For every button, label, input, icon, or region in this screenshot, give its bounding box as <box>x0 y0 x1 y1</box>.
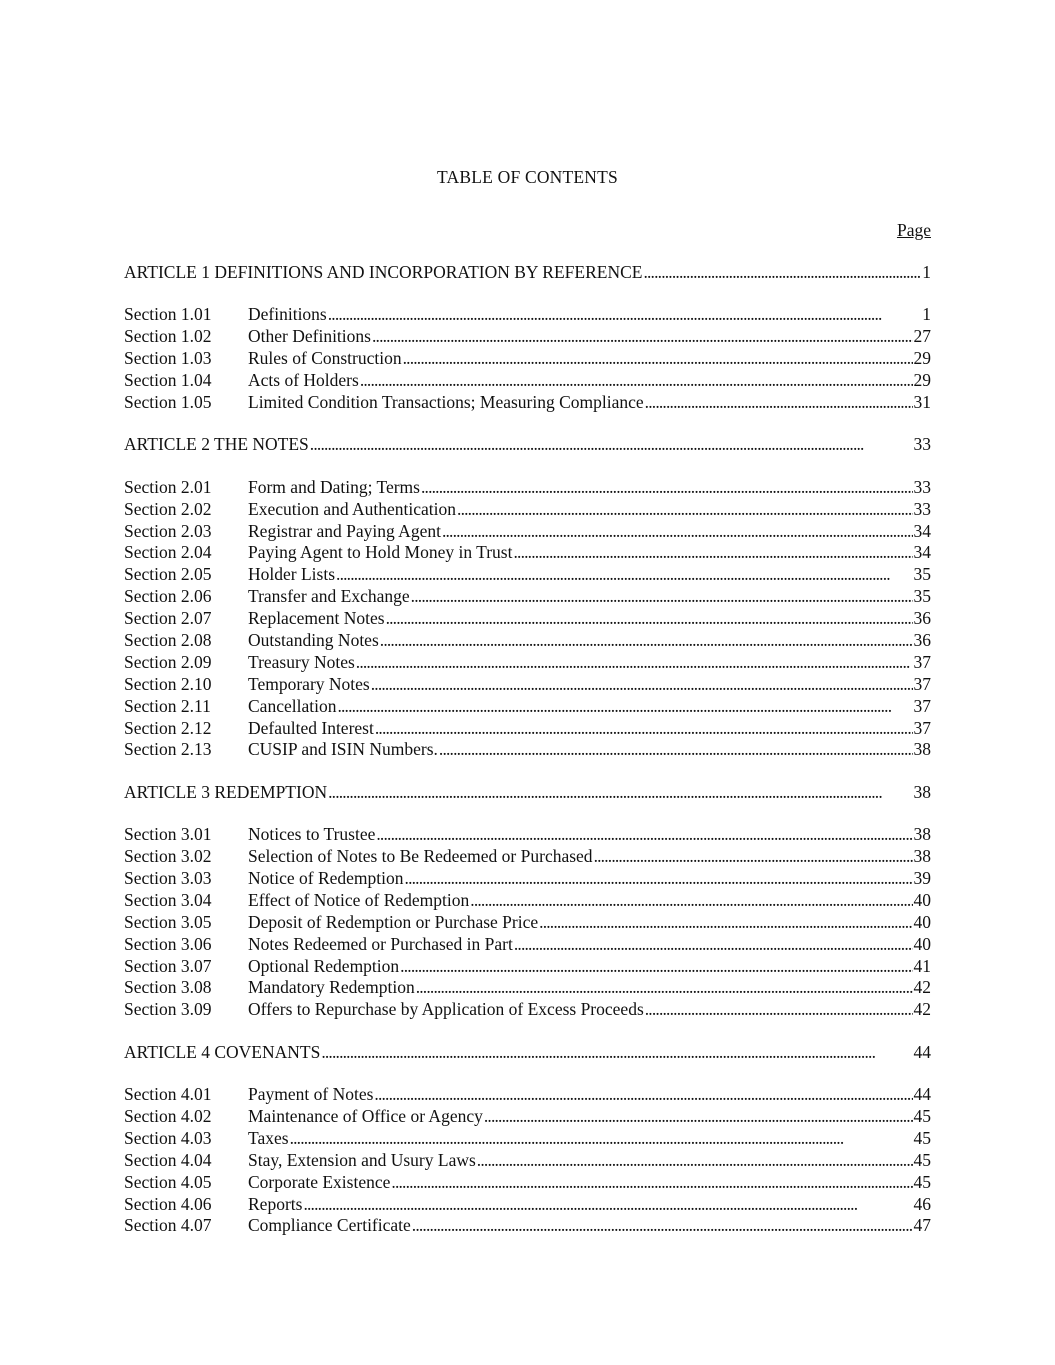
dot-leader <box>328 782 912 804</box>
toc-section-entry[interactable] <box>124 739 931 761</box>
page-number: 44 <box>913 1041 931 1062</box>
toc-section-entry[interactable] <box>124 999 931 1021</box>
page-number: 35 <box>913 564 931 585</box>
section-number: Section 1.04 <box>124 370 212 391</box>
dot-leader <box>328 304 922 326</box>
page-number: 34 <box>913 542 931 563</box>
dot-leader <box>356 652 913 674</box>
dot-leader <box>303 1194 912 1216</box>
dot-leader <box>375 718 913 740</box>
section-number: Section 2.06 <box>124 586 212 607</box>
page-number: 44 <box>913 1084 931 1105</box>
page-number: 45 <box>913 1127 931 1148</box>
dot-leader <box>645 392 913 414</box>
section-title: Payment of Notes <box>248 1084 374 1105</box>
section-number: Section 4.01 <box>124 1084 212 1105</box>
toc-section-entry[interactable] <box>124 370 931 392</box>
page-number: 46 <box>913 1193 931 1214</box>
section-title: Notes Redeemed or Purchased in Part <box>248 933 513 954</box>
toc-section-entry[interactable] <box>124 348 931 370</box>
toc-section-entry[interactable] <box>124 521 931 543</box>
dot-leader <box>442 521 913 543</box>
toc-section-entry[interactable] <box>124 824 931 846</box>
dot-leader <box>400 956 912 978</box>
dot-leader <box>539 912 912 934</box>
toc-section-entry[interactable] <box>124 1194 931 1216</box>
page-number: 42 <box>913 999 931 1020</box>
page-number: 38 <box>913 739 931 760</box>
section-number: Section 4.04 <box>124 1149 212 1170</box>
section-title: Reports <box>248 1193 303 1214</box>
toc-title: TABLE OF CONTENTS <box>437 167 618 187</box>
article-title: ARTICLE 1 DEFINITIONS AND INCORPORATION BY REFERENCE <box>124 262 643 282</box>
toc-section-entry[interactable] <box>124 1215 931 1237</box>
page-number: 33 <box>913 476 931 497</box>
dot-leader <box>371 674 913 696</box>
toc-section-entry[interactable] <box>124 977 931 999</box>
toc-list <box>124 262 931 1237</box>
page-number: 37 <box>913 673 931 694</box>
toc-section-entry[interactable] <box>124 304 931 326</box>
section-title: Other Definitions <box>248 326 371 347</box>
section-title: Corporate Existence <box>248 1171 391 1192</box>
section-title: Compliance Certificate <box>248 1215 411 1236</box>
section-number: Section 4.03 <box>124 1127 212 1148</box>
section-title: Cancellation <box>248 695 337 716</box>
dot-leader <box>386 608 913 630</box>
section-number: Section 2.02 <box>124 498 212 519</box>
toc-section-entry[interactable] <box>124 1128 931 1150</box>
dot-leader <box>337 696 912 718</box>
page-number: 31 <box>913 391 931 412</box>
dot-leader <box>643 262 921 284</box>
section-title: Offers to Repurchase by Application of Excess Proceeds <box>248 999 644 1020</box>
dot-leader <box>514 934 913 956</box>
section-title: Taxes <box>248 1127 289 1148</box>
article-title: ARTICLE 4 COVENANTS <box>124 1041 321 1062</box>
toc-article-entry[interactable] <box>124 782 931 804</box>
section-number: Section 1.05 <box>124 391 212 412</box>
dot-leader <box>411 586 913 608</box>
dot-leader <box>290 1128 913 1150</box>
dot-leader <box>372 326 913 348</box>
article-title: ARTICLE 2 THE NOTES <box>124 434 309 455</box>
toc-section-entry[interactable] <box>124 1150 931 1172</box>
section-title: Acts of Holders <box>248 370 359 391</box>
toc-section-entry[interactable] <box>124 608 931 630</box>
section-title: Effect of Notice of Redemption <box>248 889 470 910</box>
dot-leader <box>477 1150 913 1172</box>
section-number: Section 2.13 <box>124 739 212 760</box>
toc-section-entry[interactable] <box>124 586 931 608</box>
page-number: 29 <box>913 348 931 369</box>
section-number: Section 3.01 <box>124 824 212 845</box>
toc-section-entry[interactable] <box>124 890 931 912</box>
page-number: 37 <box>913 717 931 738</box>
toc-section-entry[interactable] <box>124 934 931 956</box>
dot-leader <box>484 1106 913 1128</box>
page-number: 35 <box>913 586 931 607</box>
section-title: Notice of Redemption <box>248 867 404 888</box>
page-number: 42 <box>913 977 931 998</box>
page-number: 39 <box>913 867 931 888</box>
toc-section-entry[interactable] <box>124 846 931 868</box>
dot-leader <box>360 370 913 392</box>
section-title: Deposit of Redemption or Purchase Price <box>248 911 539 932</box>
section-number: Section 4.07 <box>124 1215 212 1236</box>
section-title: Transfer and Exchange <box>248 586 410 607</box>
section-title: Form and Dating; Terms <box>248 476 420 497</box>
dot-leader <box>645 999 913 1021</box>
toc-section-entry[interactable] <box>124 1106 931 1128</box>
toc-section-entry[interactable] <box>124 956 931 978</box>
page-number: 45 <box>913 1171 931 1192</box>
toc-section-entry[interactable] <box>124 392 931 414</box>
dot-leader <box>594 846 913 868</box>
section-title: Limited Condition Transactions; Measuring Compliance <box>248 391 644 412</box>
page-number: 33 <box>913 434 931 455</box>
toc-section-entry[interactable] <box>124 477 931 499</box>
dot-leader <box>412 1215 913 1237</box>
toc-section-entry[interactable] <box>124 674 931 696</box>
page-number: 40 <box>913 933 931 954</box>
section-number: Section 3.09 <box>124 999 212 1020</box>
toc-section-entry[interactable] <box>124 326 931 348</box>
section-number: Section 2.08 <box>124 629 212 650</box>
page-number: 41 <box>913 955 931 976</box>
section-title: Maintenance of Office or Agency <box>248 1106 483 1126</box>
dot-leader <box>470 890 912 912</box>
dot-leader <box>391 1172 912 1194</box>
article-title: ARTICLE 3 REDEMPTION <box>124 781 328 802</box>
section-number: Section 2.11 <box>124 695 211 716</box>
section-number: Section 4.02 <box>124 1106 212 1126</box>
section-number: Section 3.04 <box>124 889 212 910</box>
section-title: Notices to Trustee <box>248 824 376 845</box>
dot-leader <box>405 868 913 890</box>
page-number: 45 <box>913 1149 931 1170</box>
dot-leader <box>403 348 913 370</box>
section-title: Mandatory Redemption <box>248 977 415 998</box>
section-number: Section 1.02 <box>124 326 212 347</box>
section-number: Section 3.08 <box>124 977 212 998</box>
section-number: Section 1.03 <box>124 348 212 369</box>
toc-section-entry[interactable] <box>124 564 931 586</box>
toc-section-entry[interactable] <box>124 868 931 890</box>
section-number: Section 3.02 <box>124 846 212 867</box>
dot-leader <box>321 1042 912 1064</box>
section-number: Section 1.01 <box>124 304 212 325</box>
toc-section-entry[interactable] <box>124 718 931 740</box>
section-title: Outstanding Notes <box>248 629 379 650</box>
dot-leader <box>416 977 913 999</box>
section-number: Section 3.05 <box>124 911 212 932</box>
toc-section-entry[interactable] <box>124 499 931 521</box>
section-number: Section 2.04 <box>124 542 212 563</box>
section-number: Section 4.05 <box>124 1171 212 1192</box>
toc-section-entry[interactable] <box>124 652 931 674</box>
toc-article-entry[interactable] <box>124 434 931 456</box>
toc-section-entry[interactable] <box>124 630 931 652</box>
page-number: 36 <box>913 629 931 650</box>
section-title: Stay, Extension and Usury Laws <box>248 1149 476 1170</box>
page-number: 38 <box>913 846 931 867</box>
page-number: 37 <box>913 695 931 716</box>
section-number: Section 4.06 <box>124 1193 212 1214</box>
page-number: 27 <box>913 326 931 347</box>
page-number: 47 <box>913 1215 931 1236</box>
toc-section-entry[interactable] <box>124 696 931 718</box>
section-number: Section 2.09 <box>124 651 212 672</box>
section-number: Section 3.07 <box>124 955 212 976</box>
dot-leader <box>374 1084 912 1106</box>
page-number: 34 <box>913 520 931 541</box>
page-number: 38 <box>913 824 931 845</box>
toc-section-entry[interactable] <box>124 1172 931 1194</box>
page-number: 29 <box>913 370 931 391</box>
toc-section-entry[interactable] <box>124 912 931 934</box>
page-column-heading: Page <box>896 220 931 240</box>
page-number: 40 <box>913 889 931 910</box>
section-title: Selection of Notes to Be Redeemed or Purchased <box>248 846 593 867</box>
page-number: 1 <box>922 304 931 325</box>
section-title: Defaulted Interest <box>248 717 374 738</box>
toc-article-entry[interactable] <box>124 262 931 284</box>
toc-section-entry[interactable] <box>124 542 931 564</box>
section-title: Temporary Notes <box>248 673 370 694</box>
page-number: 37 <box>913 651 931 672</box>
section-number: Section 2.10 <box>124 673 212 694</box>
page-number: 45 <box>913 1106 931 1126</box>
dot-leader <box>380 630 913 652</box>
section-number: Section 2.12 <box>124 717 212 738</box>
dot-leader <box>457 499 912 521</box>
dot-leader <box>513 542 912 564</box>
toc-article-entry[interactable] <box>124 1042 931 1064</box>
dot-leader <box>439 739 913 761</box>
page-number: 1 <box>922 262 931 282</box>
dot-leader <box>376 824 912 846</box>
section-title: Treasury Notes <box>248 651 355 672</box>
section-title: Definitions <box>248 304 327 325</box>
section-title: Registrar and Paying Agent <box>248 520 441 541</box>
section-number: Section 2.01 <box>124 476 212 497</box>
dot-leader <box>310 434 913 456</box>
toc-section-entry[interactable] <box>124 1084 931 1106</box>
page-number: 38 <box>913 781 931 802</box>
section-title: Optional Redemption <box>248 955 400 976</box>
section-number: Section 3.06 <box>124 933 212 954</box>
section-number: Section 3.03 <box>124 867 212 888</box>
section-number: Section 2.03 <box>124 520 212 541</box>
section-number: Section 2.07 <box>124 608 212 629</box>
section-title: Execution and Authentication <box>248 498 457 519</box>
section-title: Replacement Notes <box>248 608 385 629</box>
page-number: 36 <box>913 608 931 629</box>
section-title: CUSIP and ISIN Numbers. <box>248 739 438 760</box>
section-title: Rules of Construction <box>248 348 402 369</box>
section-title: Holder Lists <box>248 564 336 585</box>
section-number: Section 2.05 <box>124 564 212 585</box>
page-number: 40 <box>913 911 931 932</box>
dot-leader <box>336 564 912 586</box>
section-title: Paying Agent to Hold Money in Trust <box>248 542 513 563</box>
dot-leader <box>421 477 913 499</box>
page-number: 33 <box>913 498 931 519</box>
